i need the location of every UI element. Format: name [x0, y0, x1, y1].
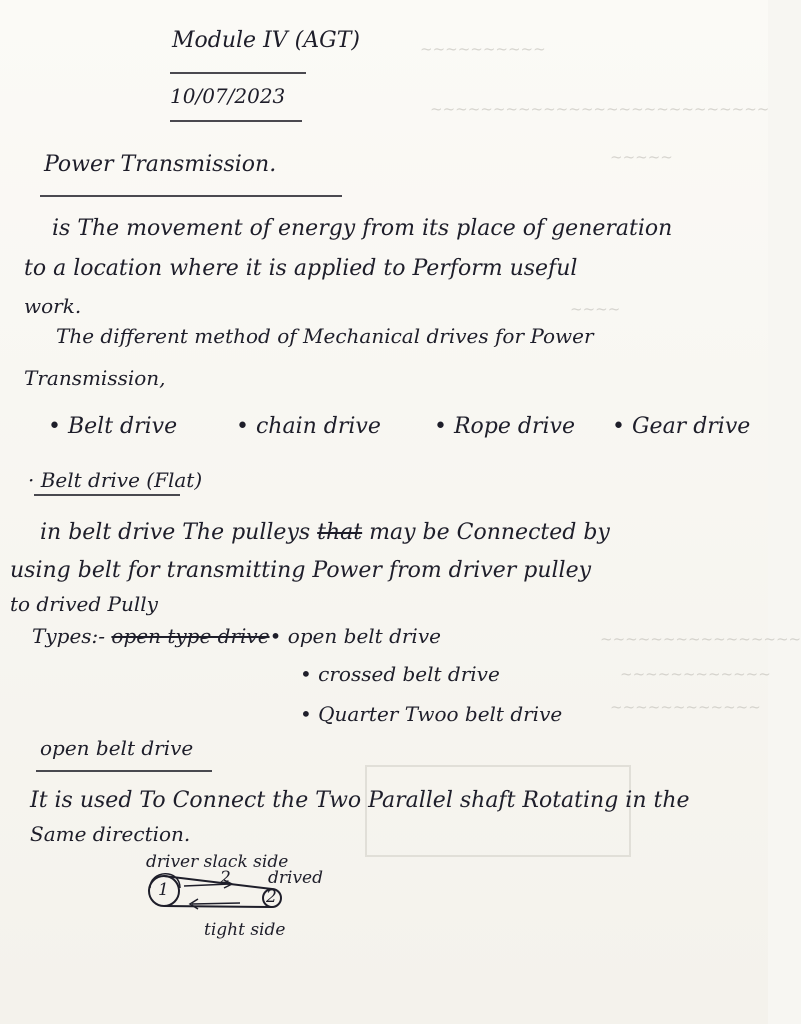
sketch-label: driver slack side: [146, 852, 289, 872]
sketch-label: drived: [268, 868, 323, 888]
pulley-number: 1: [158, 880, 169, 900]
belt-description-line-2: using belt for transmitting Power from driver pulley: [10, 558, 592, 583]
definition-line-1: is The movement of energy from its place of generation: [52, 216, 673, 241]
method-item: • Rope drive: [434, 414, 575, 439]
struck-text: that: [317, 520, 363, 545]
methods-line-2: Transmission,: [24, 366, 166, 390]
types-line: Types:- open type drive• open belt drive: [32, 624, 441, 648]
subsection-heading: open belt drive: [40, 736, 194, 760]
open-belt-line-1: It is used To Connect the Two Parallel shaft Rotating in the: [30, 788, 690, 813]
topic-title: Power Transmission.: [44, 152, 277, 177]
bleed-through-text: ~~~~: [570, 300, 621, 318]
method-item: • Gear drive: [612, 414, 751, 439]
bleed-through-text: ~~~~~~~~~~~~~~~~: [600, 630, 801, 648]
bleed-through-text: ~~~~~~~~~~~~: [620, 665, 771, 683]
definition-line-2: to a location where it is applied to Perform useful: [24, 256, 578, 281]
belt-description-line-1: in belt drive The pulleys that may be Connected by: [40, 520, 610, 545]
type-item: • Quarter Twoo belt drive: [300, 702, 563, 726]
bleed-through-text: ~~~~~~~~~~~~: [610, 698, 761, 716]
arrow-label: 2: [220, 868, 231, 888]
method-item: • chain drive: [236, 414, 381, 439]
definition-line-3: work.: [24, 294, 82, 318]
module-heading: Module IV (AGT): [172, 28, 360, 53]
type-item: • crossed belt drive: [300, 662, 500, 686]
section-heading: · Belt drive (Flat): [28, 468, 203, 492]
belt-description-line-3: to drived Pully: [10, 592, 158, 616]
methods-line-1: The different method of Mechanical drives for Power: [56, 324, 594, 348]
pulley-number: 2: [266, 887, 277, 907]
bleed-through-text: ~~~~~: [610, 148, 673, 166]
date: 10/07/2023: [170, 84, 286, 108]
bleed-through-text: ~~~~~~~~~~: [420, 40, 546, 58]
method-item: • Belt drive: [48, 414, 178, 439]
struck-text: open type drive: [111, 624, 270, 648]
open-belt-line-2: Same direction.: [30, 822, 191, 846]
sketch-label: tight side: [204, 920, 286, 940]
bleed-through-text: ~~~~~~~~~~~~~~~~~~~~~~~~~~~: [430, 100, 770, 118]
